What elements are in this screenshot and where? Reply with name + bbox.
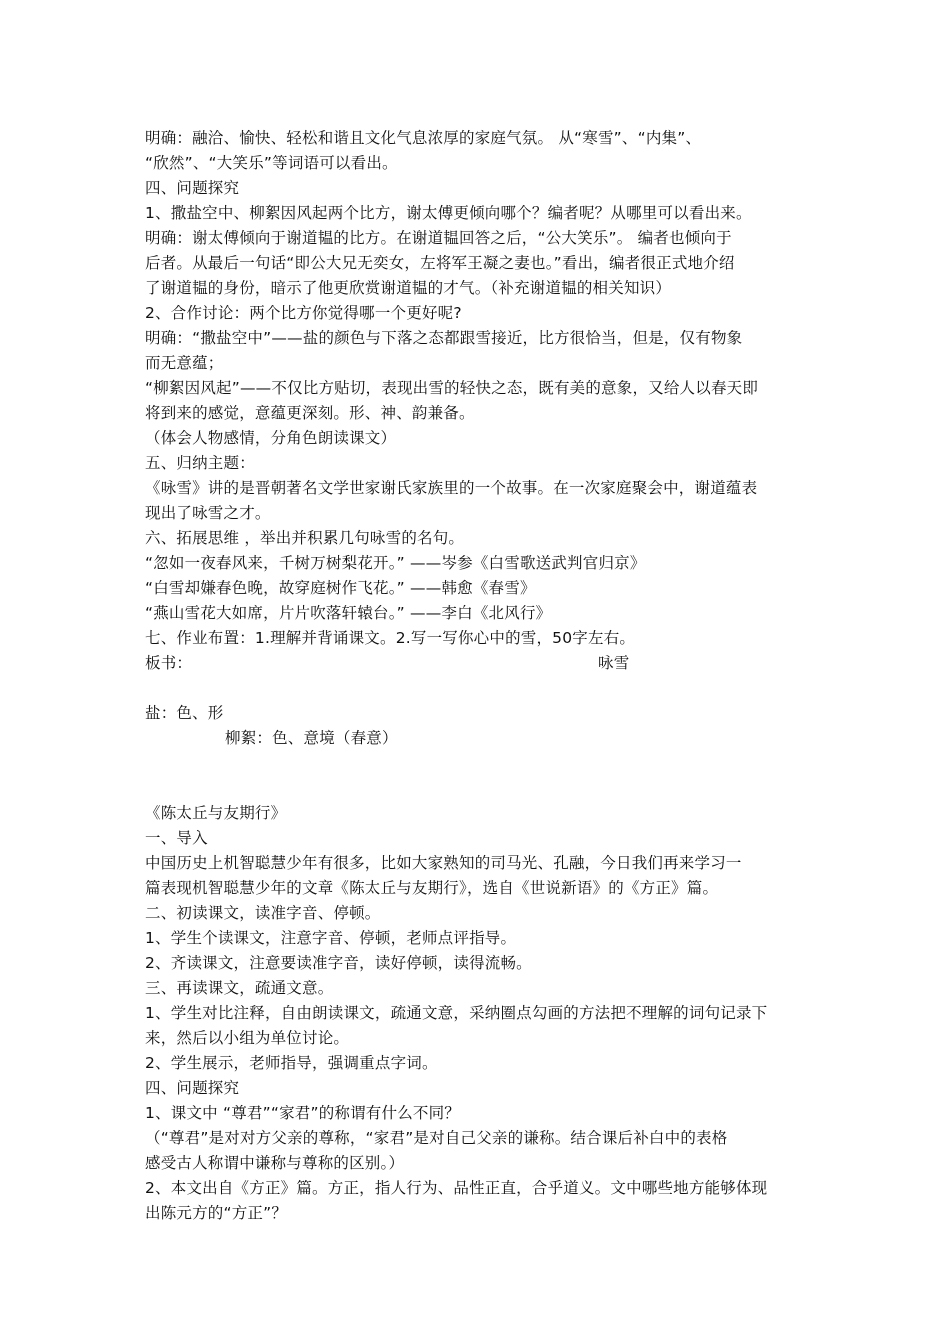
board-item: 柳絮：色、意境（春意） [225, 729, 398, 747]
text-line: 了谢道韫的身份，暗示了他更欣赏谢道韫的才气。（补充谢道韫的相关知识） [145, 279, 672, 297]
section-heading: 七、作业布置：1.理解并背诵课文。2.写一写你心中的雪，50字左右。 [145, 629, 636, 647]
text-line: 2、合作讨论：两个比方你觉得哪一个更好呢? [145, 304, 462, 322]
text-line: 将到来的感觉，意蕴更深刻。形、神、韵兼备。 [145, 404, 475, 422]
section-heading: 五、归纳主题： [145, 454, 255, 472]
text-line: 后者。从最后一句话“即公大兄无奕女，左将军王凝之妻也。”看出，编者很正式地介绍 [145, 254, 735, 272]
text-line: 1、学生对比注释，自由朗读课文，疏通文意，采纳圈点勾画的方法把不理解的词句记录下 [145, 1004, 768, 1022]
text-line: 2、齐读课文，注意要读准字音，读好停顿，读得流畅。 [145, 954, 532, 972]
section-heading: 六、拓展思维 ，举出并积累几句咏雪的名句。 [145, 529, 465, 547]
board-label: 板书： [145, 654, 193, 672]
text-line: 中国历史上机智聪慧少年有很多，比如大家熟知的司马光、孔融，今日我们再来学习一 [145, 854, 742, 872]
text-line: 1、学生个读课文，注意字音、停顿，老师点评指导。 [145, 929, 517, 947]
text-line: 《咏雪》讲的是晋朝著名文学世家谢氏家族里的一个故事。在一次家庭聚会中，谢道蕴表 [145, 479, 758, 497]
text-line: 来，然后以小组为单位讨论。 [145, 1029, 350, 1047]
text-line: “欣然”、“大笑乐”等词语可以看出。 [145, 154, 398, 172]
text-line: （“尊君”是对对方父亲的尊称，“家君”是对自己父亲的谦称。结合课后补白中的表格 [145, 1129, 728, 1147]
poem-line: “白雪却嫌春色晚，故穿庭树作飞花。” ——韩愈《春雪》 [145, 579, 536, 597]
board-item: 盐：色、形 [145, 704, 224, 722]
poem-line: “忽如一夜春风来，千树万树梨花开。” ——岑参《白雪歌送武判官归京》 [145, 554, 646, 572]
section-heading: 一、导入 [145, 829, 208, 847]
text-line: 2、本文出自《方正》篇。方正，指人行为、品性正直，合乎道义。文中哪些地方能够体现 [145, 1179, 768, 1197]
text-line: （体会人物感情，分角色朗读课文） [145, 429, 397, 447]
lesson-title: 《陈太丘与友期行》 [145, 804, 287, 822]
text-line: 明确：“撒盐空中”——盐的颜色与下落之态都跟雪接近，比方很恰当，但是，仅有物象 [145, 329, 743, 347]
section-heading: 三、再读课文，疏通文意。 [145, 979, 334, 997]
text-line: 出陈元方的“方正”？ [145, 1204, 288, 1222]
section-heading: 四、问题探究 [145, 179, 240, 197]
section-heading: 四、问题探究 [145, 1079, 240, 1097]
text-line: 明确：融洽、愉快、轻松和谐且文化气息浓厚的家庭气氛。 从“寒雪”、“内集”、 [145, 129, 702, 147]
text-line: 而无意蕴； [145, 354, 224, 372]
board-title: 咏雪 [598, 654, 630, 672]
text-line: 1、撒盐空中、柳絮因风起两个比方，谢太傅更倾向哪个？编者呢？从哪里可以看出来。 [145, 204, 752, 222]
text-line: 2、学生展示，老师指导，强调重点字词。 [145, 1054, 438, 1072]
text-line: 现出了咏雪之才。 [145, 504, 271, 522]
text-line: 篇表现机智聪慧少年的文章《陈太丘与友期行》，选自《世说新语》的《方正》篇。 [145, 879, 719, 897]
poem-line: “燕山雪花大如席，片片吹落轩辕台。” ——李白《北风行》 [145, 604, 552, 622]
text-line: 明确：谢太傅倾向于谢道韫的比方。在谢道韫回答之后，“公大笑乐”。 编者也倾向于 [145, 229, 732, 247]
text-line: 1、课文中 “尊君”“家君”的称谓有什么不同？ [145, 1104, 461, 1122]
text-line: “柳絮因风起”——不仅比方贴切，表现出雪的轻快之态，既有美的意象，又给人以春天即 [145, 379, 759, 397]
section-heading: 二、初读课文，读准字音、停顿。 [145, 904, 381, 922]
text-line: 感受古人称谓中谦称与尊称的区别。） [145, 1154, 405, 1172]
